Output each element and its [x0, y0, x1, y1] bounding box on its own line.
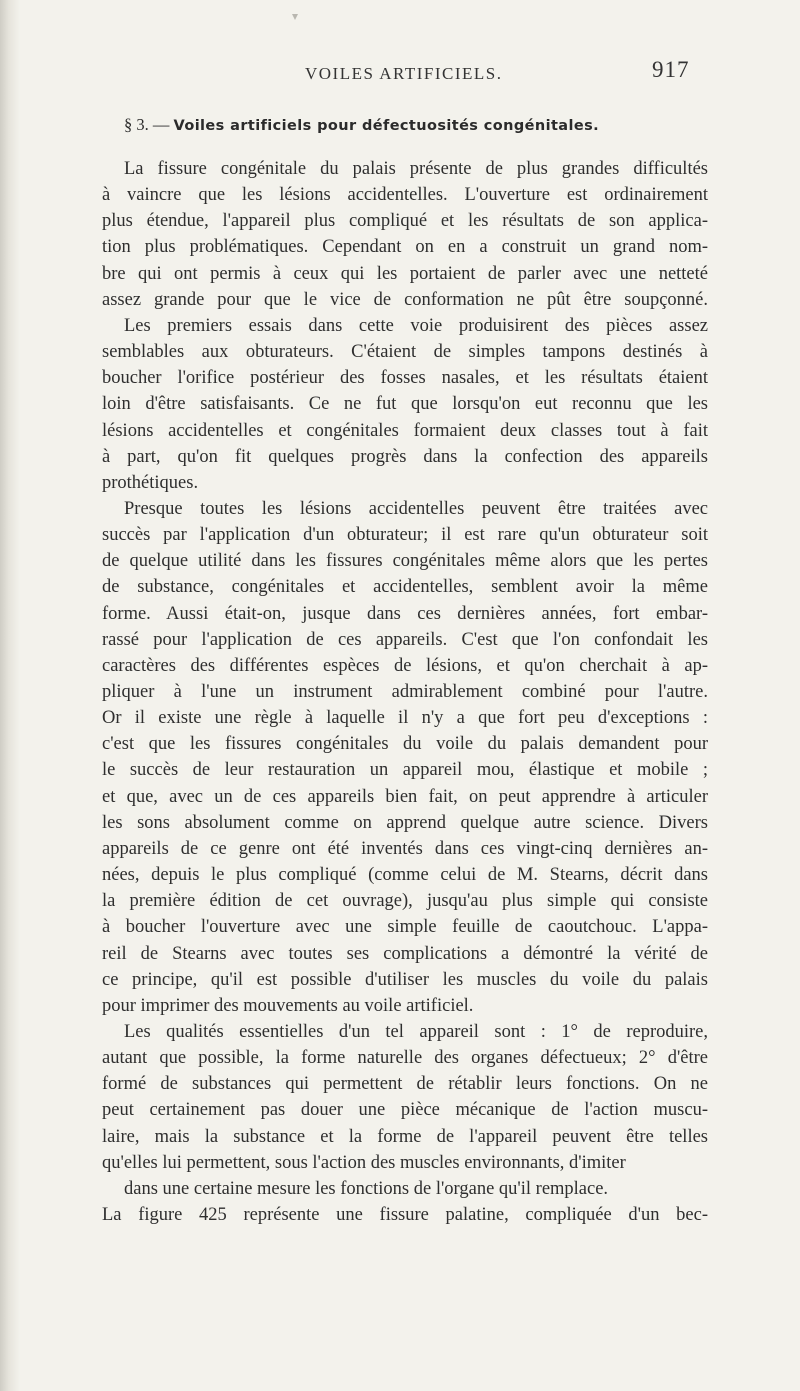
text-line: pliquer à l'une un instrument admirablement combiné pour l'autre. [102, 682, 708, 702]
text-line: à vaincre que les lésions accidentelles. L'ouverture est ordinairement [102, 185, 708, 206]
text-line: bre qui ont permis à ceux qui les portaient de parler avec une netteté [102, 263, 708, 284]
text-line: Or il existe une règle à laquelle il n'y a que fort peu d'exceptions : [102, 708, 708, 729]
text-line: semblables aux obturateurs. C'étaient de simples tampons destinés à [102, 342, 708, 362]
text-line: de quelque utilité dans les fissures congénitales même alors que les pertes [102, 551, 708, 572]
text-line: la première édition de cet ouvrage), jusqu'au plus simple qui consiste [102, 891, 708, 912]
page-number: 917 [652, 57, 690, 82]
text-line: le succès de leur restauration un appareil mou, élastique et mobile ; [102, 760, 708, 781]
text-line: Les qualités essentielles d'un tel appareil sont : 1° de reproduire, [124, 1021, 708, 1042]
printer-mark [292, 14, 298, 20]
text-line: autant que possible, la forme naturelle des organes défectueux; 2° d'être [102, 1048, 708, 1069]
text-line: rassé pour l'application de ces appareils. C'est que l'on confondait les [102, 629, 708, 650]
text-line: plus étendue, l'appareil plus compliqué et les résultats de son applica- [102, 211, 708, 232]
text-line: appareils de ce genre ont été inventés dans ces vingt-cinq dernières an- [102, 838, 708, 859]
text-line: forme. Aussi était-on, jusque dans ces dernières années, fort embar- [102, 603, 708, 624]
text-line: tion plus problématiques. Cependant on en a construit un grand nom- [102, 237, 708, 258]
text-line: boucher l'orifice postérieur des fosses nasales, et les résultats étaient [102, 368, 708, 389]
text-line: succès par l'application d'un obturateur; il est rare qu'un obturateur soit [102, 525, 708, 546]
text-line: peut certainement pas douer une pièce mécanique de l'action muscu- [102, 1100, 708, 1121]
text-line: reil de Stearns avec toutes ses complications a démontré la vérité de [102, 943, 708, 964]
text-line: assez grande pour que le vice de conformation ne pût être soupçonné. [102, 289, 708, 310]
text-line: et que, avec un de ces appareils bien fait, on peut apprendre à articuler [102, 786, 708, 807]
section-title: Voiles artificiels pour défectuosités congénitales. [173, 118, 600, 134]
section-heading [124, 115, 599, 135]
text-line: laire, mais la substance et la forme de l'appareil peuvent être telles [102, 1126, 708, 1147]
text-line: ce principe, qu'il est possible d'utiliser les muscles du voile du palais [102, 969, 708, 990]
text-line: à part, qu'on fit quelques progrès dans la confection des appareils [102, 446, 708, 467]
text-line: Presque toutes les lésions accidentelles peuvent être traitées avec [124, 498, 708, 519]
text-line: à boucher l'ouverture avec une simple feuille de caoutchouc. L'appa- [102, 917, 708, 938]
text-line: prothétiques. [102, 472, 199, 493]
text-line: loin d'être satisfaisants. Ce ne fut que lorsqu'on eut reconnu que les [102, 394, 708, 415]
text-line: qu'elles lui permettent, sous l'action des muscles environnants, d'imiter [102, 1152, 626, 1173]
text-line: pour imprimer des mouvements au voile artificiel. [102, 995, 474, 1016]
text-line: nées, depuis le plus compliqué (comme celui de M. Stearns, décrit dans [102, 865, 708, 885]
text-line: de substance, congénitales et accidentelles, semblent avoir la même [102, 577, 708, 598]
text-line: les sons absolument comme on apprend quelque autre science. Divers [102, 812, 708, 833]
text-line: Les premiers essais dans cette voie produisirent des pièces assez [124, 315, 708, 336]
text-line: La figure 425 représente une fissure palatine, compliquée d'un bec- [102, 1205, 708, 1225]
text-line: La fissure congénitale du palais présente de plus grandes difficultés [124, 159, 708, 179]
text-line: caractères des différentes espèces de lésions, et qu'on cherchait à ap- [102, 655, 708, 676]
text-line: c'est que les fissures congénitales du voile du palais demandent pour [102, 734, 708, 755]
section-number: § 3. — [124, 115, 170, 134]
text-line: dans une certaine mesure les fonctions de l'organe qu'il remplace. [124, 1178, 609, 1199]
text-line: formé de substances qui permettent de rétablir leurs fonctions. On ne [102, 1074, 708, 1095]
running-head: VOILES ARTIFICIELS. [305, 64, 503, 83]
text-line: lésions accidentelles et congénitales formaient deux classes tout à fait [102, 420, 708, 441]
